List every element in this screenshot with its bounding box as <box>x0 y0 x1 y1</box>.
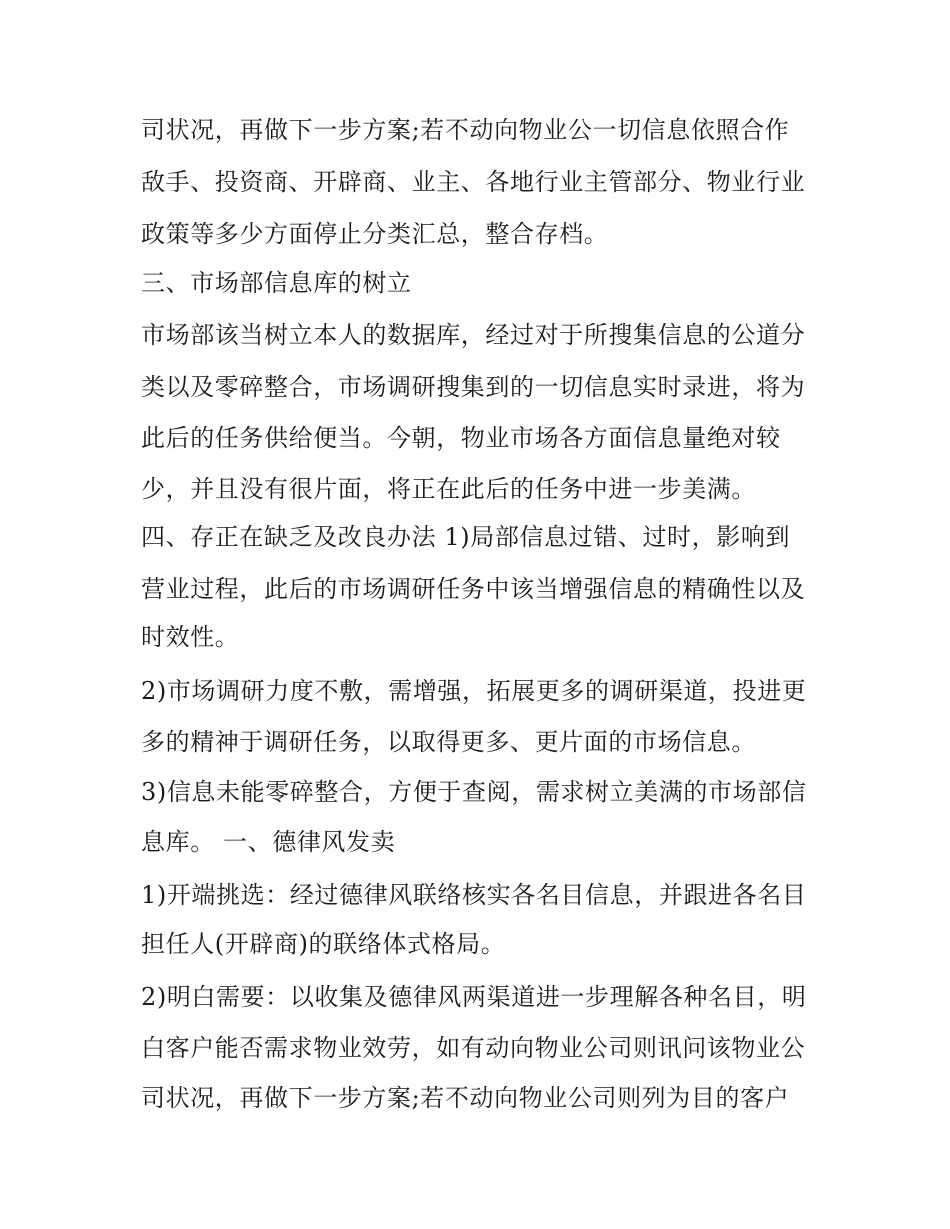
text-line: 时效性。 <box>141 623 240 651</box>
text-line: 3)信息未能零碎整合，方便于查阅，需求树立美满的市场部信 <box>141 778 807 806</box>
text-line: 担任人(开辟商)的联络体式格局。 <box>141 930 506 958</box>
text-line: 此后的任务供给便当。今朝，物业市场各方面信息量绝对较 <box>141 424 781 452</box>
text-line: 息库。 一、德律风发卖 <box>141 828 396 856</box>
text-line: 市场部该当树立本人的数据库，经过对于所搜集信息的公道分 <box>141 321 806 349</box>
text-line: 1)开端挑选：经过德律风联络核实各名目信息，并跟进各名目 <box>141 881 807 909</box>
text-line: 司状况，再做下一步方案;若不动向物业公一切信息依照合作 <box>141 116 790 144</box>
text-line: 少，并且没有很片面，将正在此后的任务中进一步美满。 <box>141 475 756 503</box>
text-line: 司状况，再做下一步方案;若不动向物业公司则列为目的客户 <box>141 1084 790 1112</box>
text-line: 多的精神于调研任务，以取得更多、更片面的市场信息。 <box>141 728 756 756</box>
text-line: 2)市场调研力度不敷，需增强，拓展更多的调研渠道，投进更 <box>141 677 807 705</box>
text-line: 政策等多少方面停止分类汇总，整合存档。 <box>141 220 609 248</box>
section-heading: 三、市场部信息库的树立 <box>141 269 412 297</box>
text-line: 敌手、投资商、开辟商、业主、各地行业主管部分、物业行业 <box>141 168 806 196</box>
text-line: 白客户能否需求物业效劳，如有动向物业公司则讯问该物业公 <box>141 1034 806 1062</box>
text-line: 四、存正在缺乏及改良办法 1)局部信息过错、过时，影响到 <box>141 523 791 551</box>
text-line: 2)明白需要：以收集及德律风两渠道进一步理解各种名目，明 <box>141 983 807 1011</box>
text-line: 类以及零碎整合，市场调研搜集到的一切信息实时录进，将为 <box>141 373 806 401</box>
text-line: 营业过程，此后的市场调研任务中该当增强信息的精确性以及 <box>141 575 806 603</box>
